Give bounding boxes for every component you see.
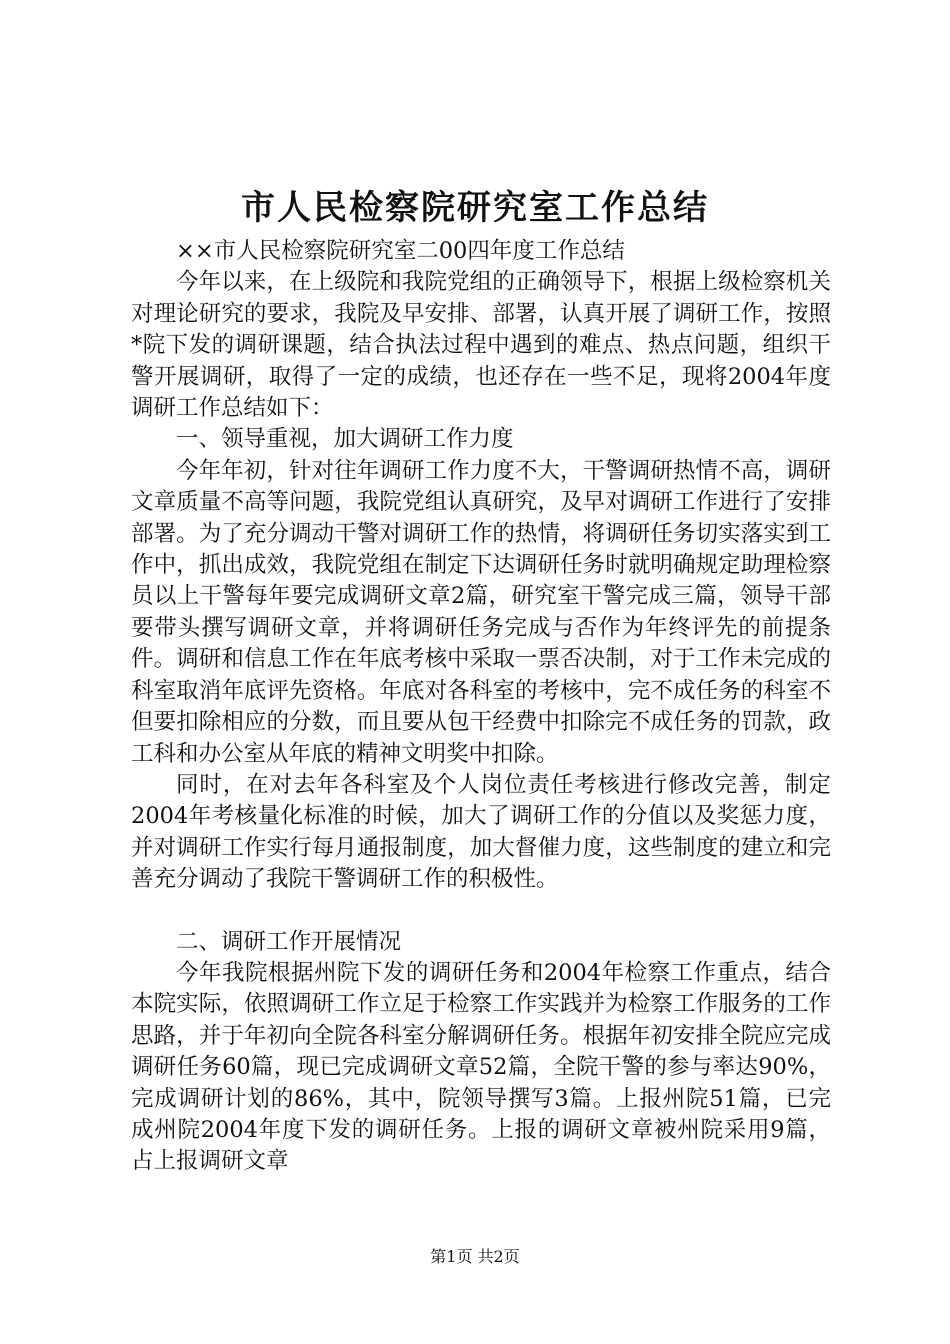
document-body [131,236,831,1178]
body-paragraph: 今年我院根据州院下发的调研任务和2004年检察工作重点，结合本院实际，依照调研工作立足于检察工作实践并为检察工作服务的工作思路，并于年初向全院各科室分解调研任务。根据年初安排全院应完成调研任务60篇，现已完成调研文章52篇，全院干警的参与率达90%，完成调研计划的86%，其中，院领导撰写3篇。上报州院51篇，已完成州院2004年度下发的调研任务。上报的调研文章被州院采用9篇，占上报调研文章 [131,959,831,1175]
intro-paragraph: 今年以来，在上级院和我院党组的正确领导下，根据上级检察机关对理论研究的要求，我院及早安排、部署，认真开展了调研工作，按照*院下发的调研课题，结合执法过程中遇到的难点、热点问题，组织干警开展调研，取得了一定的成绩，也还存在一些不足，现将2004年度调研工作总结如下： [131,269,831,422]
subtitle-paragraph: ××市人民检察院研究室二00四年度工作总结 [176,238,625,264]
body-paragraph: 同时，在对去年各科室及个人岗位责任考核进行修改完善，制定2004年考核量化标准的时候，加大了调研工作的分值以及奖惩力度，并对调研工作实行每月通报制度，加大督催力度，这些制度的建立和完善充分调动了我院干警调研工作的积极性。 [131,771,831,893]
page-number-footer: 第1页 共2页 [430,1247,520,1266]
section-heading-2: 二、调研工作开展情况 [176,928,402,955]
body-paragraph: 今年年初，针对往年调研工作力度不大，干警调研热情不高，调研文章质量不高等问题，我院党组认真研究，及早对调研工作进行了安排部署。为了充分调动干警对调研工作的热情，将调研任务切实落实到工作中，抓出成效，我院党组在制定下达调研任务时就明确规定助理检察员以上干警每年要完成调研文章2篇，研究室干警完成三篇，领导干部要带头撰写调研文章，并将调研任务完成与否作为年终评先的前提条件。调研和信息工作在年底考核中采取一票否决制，对于工作未完成的科室取消年底评先资格。年底对各科室的考核中，完不成任务的科室不但要扣除相应的分数，而且要从包干经费中扣除完不成任务的罚款，政工科和办公室从年底的精神文明奖中扣除。 [131,457,831,767]
section-heading-1: 一、领导重视，加大调研工作力度 [176,426,514,453]
document-title: 市人民检察院研究室工作总结 [241,188,709,228]
